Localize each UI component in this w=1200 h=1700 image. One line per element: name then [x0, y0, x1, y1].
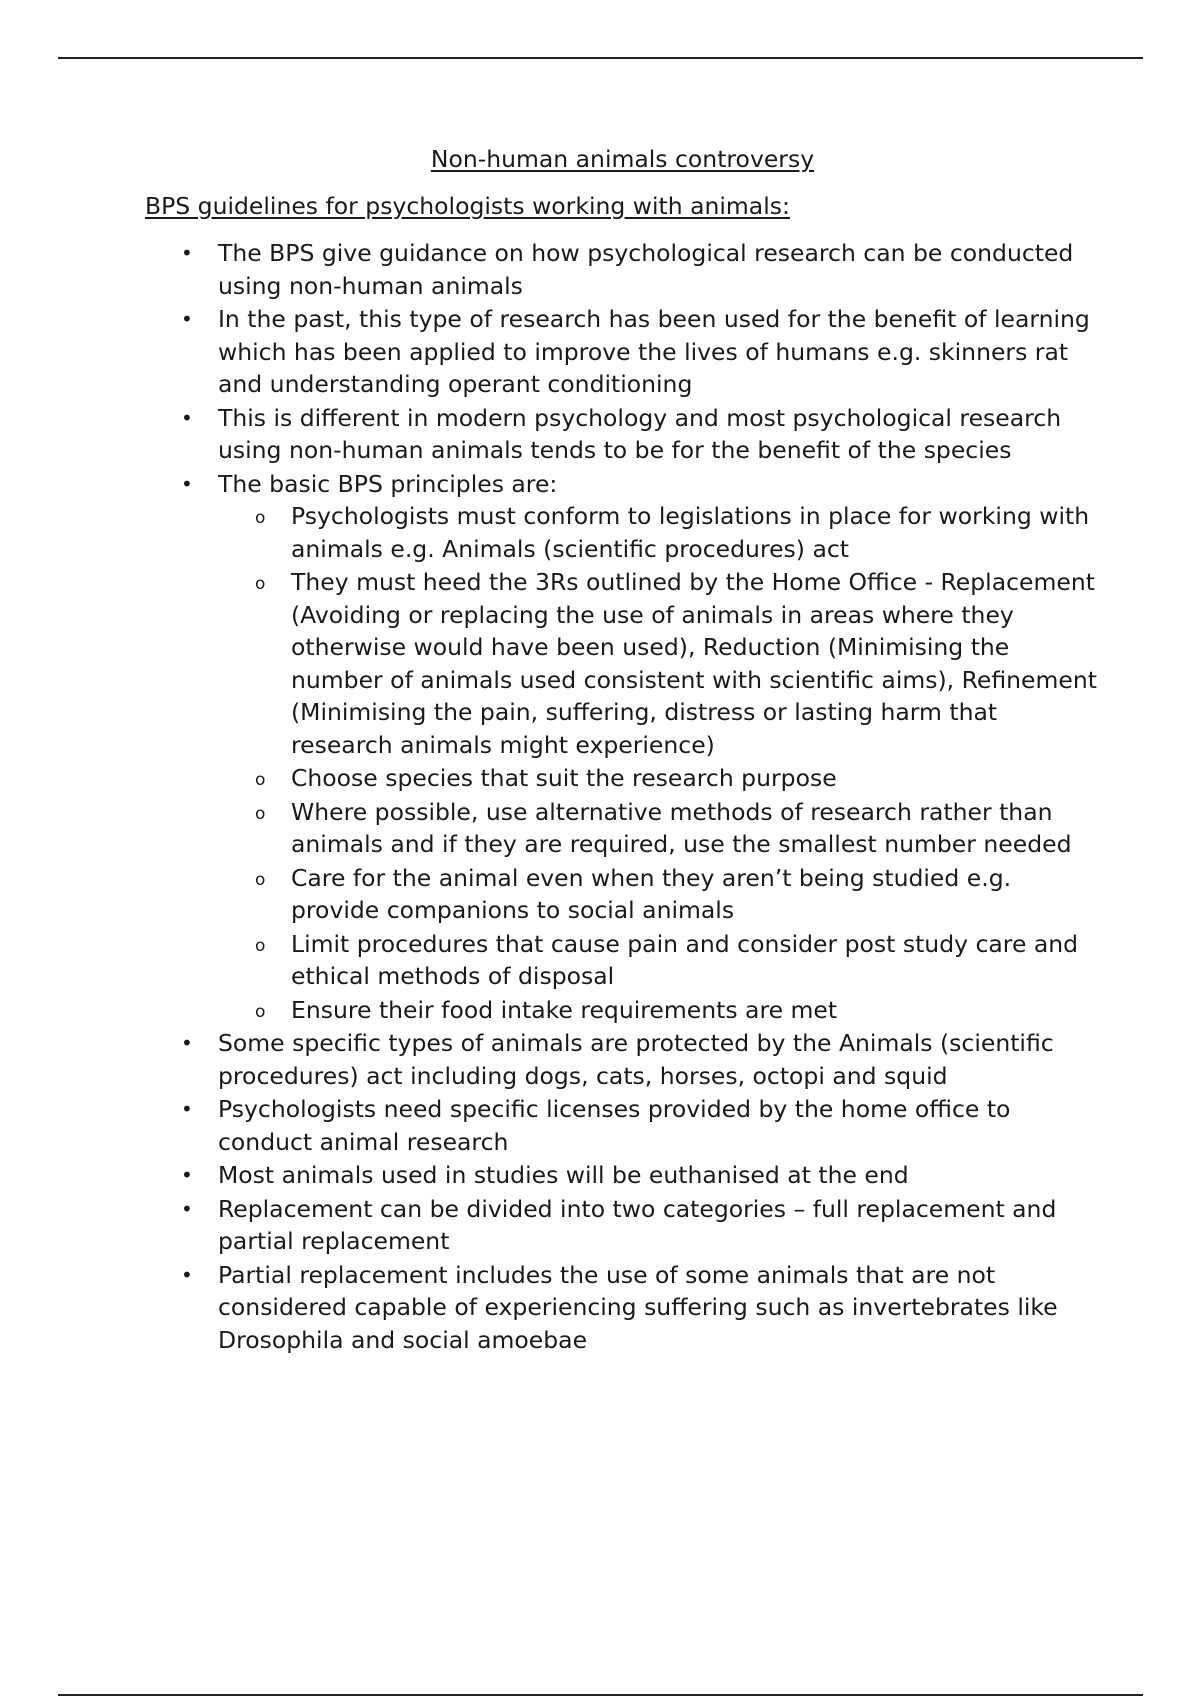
document-body — [145, 143, 1100, 1357]
bullet-icon: • — [181, 241, 193, 265]
bullet-icon: • — [181, 405, 193, 430]
section-heading: BPS guidelines for psychologists working with animals: — [145, 191, 790, 220]
list-item-text: This is different in modern psychology and most psychological research using non-human animals tends to be for the benefit of the species — [218, 403, 1062, 464]
list-item-text: Most animals used in studies will be euthanised at the end — [218, 1161, 909, 1189]
list-item — [181, 1027, 1100, 1092]
bullet-icon: • — [181, 1031, 193, 1055]
principles-list — [218, 500, 1100, 1026]
sub-list-item-text: They must heed the 3Rs outlined by the Home Office - Replacement (Avoiding or replacing the use of animals in areas where they otherwise would have been used), Reduction (Minimising the number of animals used consistent with scientific aims), Refinement (Minimising the pain, suffering, distress or lasting harm that research animals might experience) — [291, 568, 1097, 759]
list-item-text: The BPS give guidance on how psychological research can be conducted using non-human animals — [218, 239, 1074, 300]
sub-list-item-text: Where possible, use alternative methods of research rather than animals and if they are required, use the smallest number needed — [291, 797, 1072, 858]
list-item — [181, 1093, 1100, 1158]
sub-list-item — [255, 500, 1100, 565]
sub-list-item-text: Choose species that suit the research purpose — [291, 764, 837, 792]
sub-list-item-text: Care for the animal even when they aren’t being studied e.g. provide companions to social animals — [291, 863, 1012, 924]
list-item-text: The basic BPS principles are: — [218, 469, 558, 498]
list-item-text: Psychologists need specific licenses provided by the home office to conduct animal research — [218, 1095, 1011, 1156]
bullet-icon: • — [181, 1097, 193, 1121]
circle-bullet-icon: o — [255, 869, 266, 890]
circle-bullet-icon: o — [255, 508, 266, 528]
list-item — [181, 303, 1100, 401]
sub-list-item — [255, 928, 1100, 993]
list-item — [181, 237, 1100, 302]
sub-list-item — [255, 994, 1100, 1027]
sub-list-item-text: Psychologists must conform to legislations in place for working with animals e.g. Animals (scientific procedures) act — [291, 502, 1090, 563]
sub-list-item — [255, 796, 1100, 861]
bullet-icon: • — [181, 471, 193, 496]
bullet-icon: • — [181, 307, 193, 331]
circle-bullet-icon: o — [255, 574, 266, 594]
sub-list-item — [255, 566, 1100, 761]
list-item — [181, 468, 1100, 1027]
list-item-text: Partial replacement includes the use of some animals that are not considered capable of experiencing suffering such as invertebrates like Drosophila and social amoebae — [218, 1260, 1058, 1354]
sub-list-item-text: Limit procedures that cause pain and consider post study care and ethical methods of disposal — [291, 929, 1079, 990]
list-item — [181, 1193, 1100, 1258]
page-title: Non-human animals controversy — [430, 145, 815, 173]
circle-bullet-icon: o — [255, 1001, 266, 1022]
circle-bullet-icon: o — [255, 803, 266, 824]
list-item-text: Some specific types of animals are protected by the Animals (scientific procedures) act including dogs, cats, horses, octopi and squid — [218, 1029, 1054, 1090]
list-item — [181, 1259, 1100, 1357]
sub-list-item — [255, 762, 1100, 795]
list-item — [181, 402, 1100, 467]
sub-list-item — [255, 862, 1100, 927]
bullet-icon: • — [181, 1262, 193, 1287]
bullet-list — [145, 237, 1100, 1356]
list-item-text: Replacement can be divided into two categories – full replacement and partial replacement — [218, 1194, 1057, 1255]
list-item — [181, 1159, 1100, 1192]
sub-list-item-text: Ensure their food intake requirements are met — [291, 995, 838, 1024]
header-rule — [58, 57, 1143, 59]
bullet-icon: • — [181, 1163, 193, 1187]
circle-bullet-icon: o — [255, 935, 266, 956]
circle-bullet-icon: o — [255, 770, 266, 790]
footer-rule — [58, 1694, 1143, 1696]
bullet-icon: • — [181, 1196, 193, 1221]
list-item-text: In the past, this type of research has been used for the benefit of learning which has been applied to improve the lives of humans e.g. skinners rat and understanding operant conditioning — [218, 305, 1090, 398]
